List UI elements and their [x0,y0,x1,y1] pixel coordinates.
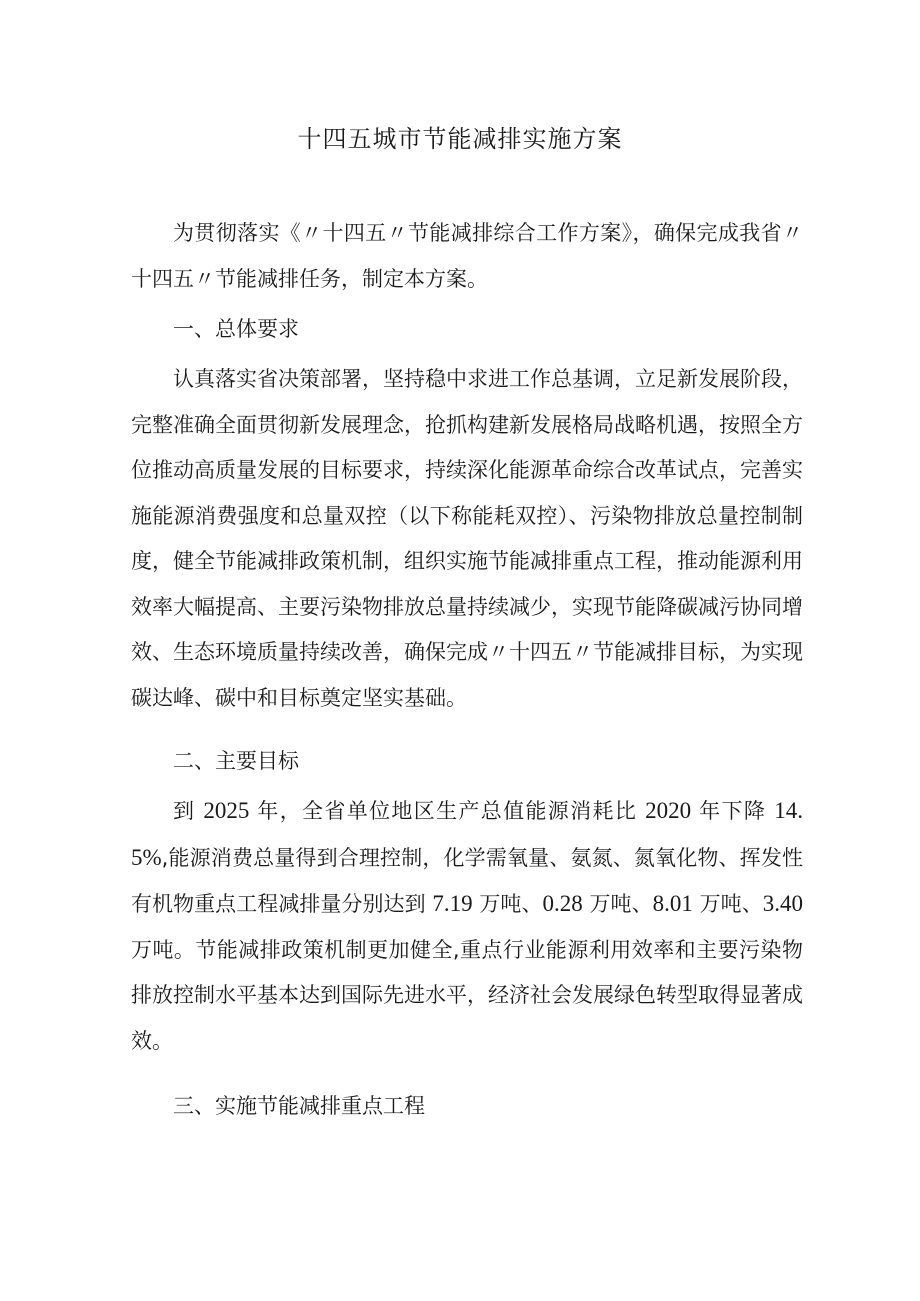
section-heading-key-projects: 三、实施节能减排重点工程 [173,1094,425,1118]
document-title: 十四五城市节能减排实施方案 [297,125,623,153]
section-heading-main-targets: 二、主要目标 [173,749,299,773]
section-body-main-targets: 到 2025 年，全省单位地区生产总值能源消耗比 2020 年下降 14.5%,能源消费总量得到合理控制，化学需氧量、氨氮、氮氧化物、挥发性有机物重点工程减排量分别达到 7.19 万吨、0.28 万吨、8.01 万吨、3.40 万吨。节能减排政策机制更加健全,重点行业能源利用效率和主要污染物排放控制水平基本达到国际先进水平，经济社会发展绿色转型取得显著成效。 [131,798,803,1053]
section-heading-general-requirements: 一、总体要求 [173,317,299,341]
section-body-general-requirements: 认真落实省决策部署，坚持稳中求进工作总基调，立足新发展阶段，完整准确全面贯彻新发展理念，抢抓构建新发展格局战略机遇，按照全方位推动高质量发展的目标要求，持续深化能源革命综合改革试点，完善实施能源消费强度和总量双控（以下称能耗双控）、污染物排放总量控制制度，健全节能减排政策机制，组织实施节能减排重点工程，推动能源利用效率大幅提高、主要污染物排放总量持续减少，实现节能降碳减污协同增效、生态环境质量持续改善，确保完成〃十四五〃节能减排目标，为实现碳达峰、碳中和目标奠定坚实基础。 [131,367,803,710]
intro-paragraph: 为贯彻落实《〃十四五〃节能减排综合工作方案》，确保完成我省〃十四五〃节能减排任务，制定本方案。 [131,221,803,291]
